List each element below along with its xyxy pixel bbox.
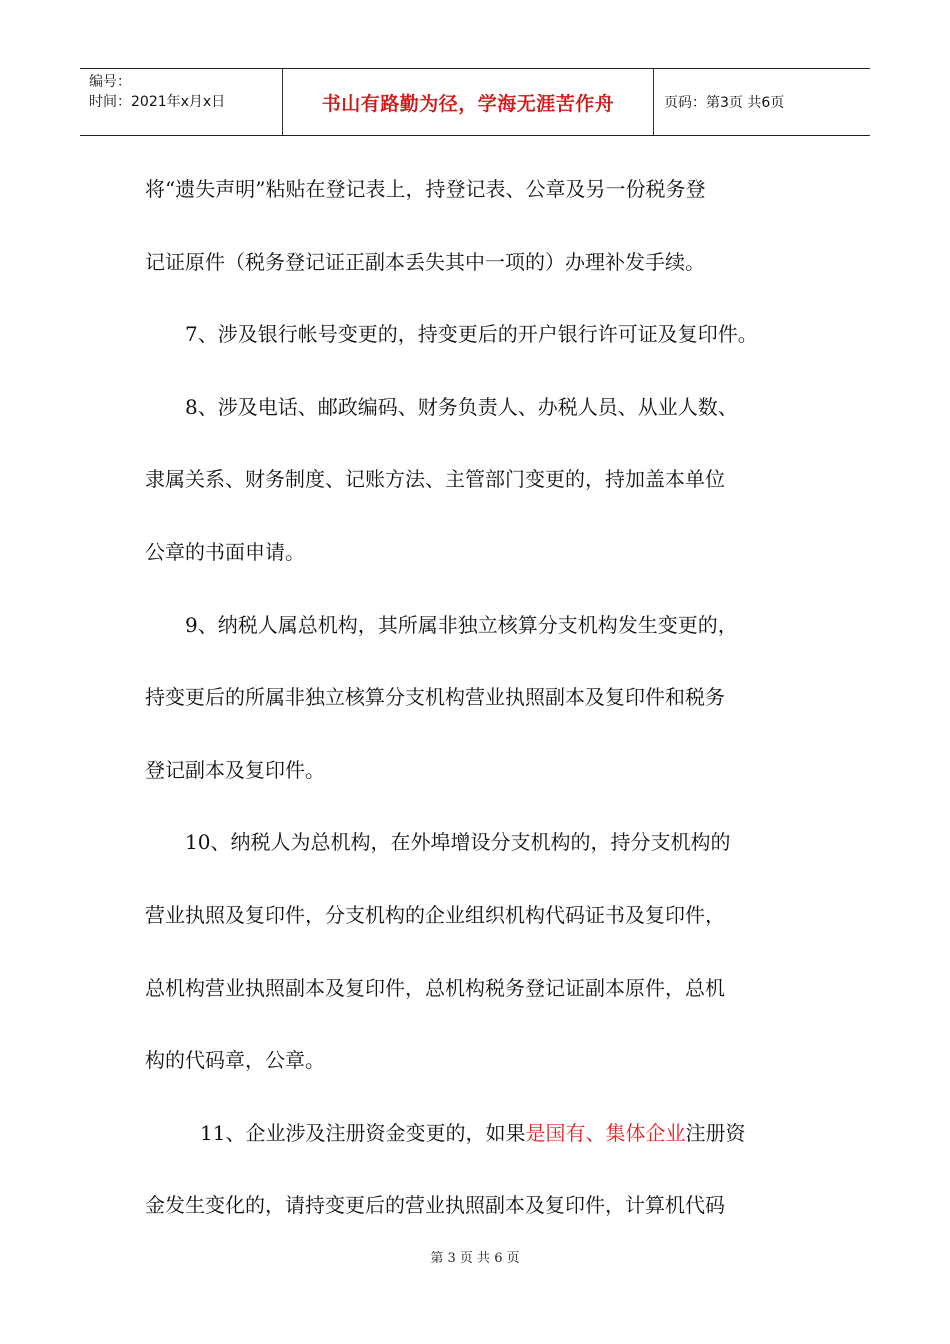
text-line: 公章的书面申请。 (145, 539, 305, 564)
item-11-text-end: 注册资 (685, 1120, 746, 1145)
text-line: 将“遗失声明”粘贴在登记表上，持登记表、公章及另一份税务登 (145, 177, 706, 201)
text-line: 总机构营业执照副本及复印件，总机构税务登记证副本原件，总机 (145, 975, 725, 1000)
text-line: 金发生变化的，请持变更后的营业执照副本及复印件，计算机代码 (145, 1193, 725, 1218)
item-7: 7、涉及银行帐号变更的，持变更后的开户银行许可证及复印件。 (185, 322, 758, 347)
text-line: 构的代码章，公章。 (145, 1048, 325, 1073)
number-label: 编号： (89, 74, 131, 90)
time-label: 时间：2021年x月x日 (89, 94, 226, 110)
header-meta (80, 69, 283, 135)
text-line: 记证原件（税务登记证正副本丢失其中一项的）办理补发手续。 (145, 249, 705, 274)
text-line: 隶属关系、财务制度、记账方法、主管部门变更的，持加盖本单位 (145, 467, 725, 492)
item-10: 10、纳税人为总机构，在外埠增设分支机构的，持分支机构的 (185, 830, 731, 855)
item-11 (145, 1104, 810, 1177)
text-line: 持变更后的所属非独立核算分支机构营业执照副本及复印件和税务 (145, 685, 725, 710)
item-11-text: 11、企业涉及注册资金变更的，如果 (200, 1120, 526, 1145)
text-line: 营业执照及复印件，分支机构的企业组织机构代码证书及复印件， (145, 902, 725, 927)
document-body (145, 160, 810, 1249)
page-footer: 第 3 页 共 6 页 (430, 1251, 520, 1266)
text-line: 登记副本及复印件。 (145, 757, 325, 782)
item-9: 9、纳税人属总机构，其所属非独立核算分支机构发生变更的， (185, 612, 738, 637)
header-motto: 书山有路勤为径，学海无涯苦作舟 (283, 69, 654, 135)
item-8: 8、涉及电话、邮政编码、财务负责人、办税人员、从业人数、 (185, 394, 738, 419)
page-header (80, 68, 870, 136)
header-page-number: 页码：第3页 共6页 (664, 95, 785, 111)
highlighted-text: 是国有、集体企业 (525, 1120, 686, 1145)
